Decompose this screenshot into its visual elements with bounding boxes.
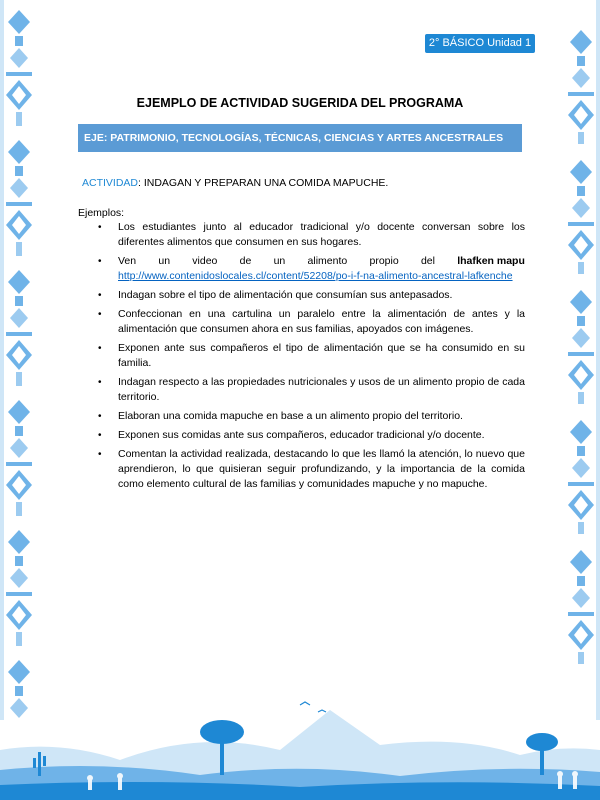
- list-item-text: Exponen sus comidas ante sus compañeros, educador tradicional y/o docente.: [118, 429, 485, 441]
- territory-name: lhafken mapu: [457, 255, 525, 267]
- list-item: [78, 428, 525, 443]
- list-item-text: Elaboran una comida mapuche en base a un alimento propio del territorio.: [118, 410, 463, 422]
- activity-line: [82, 177, 388, 189]
- list-item: [78, 447, 525, 492]
- list-item: [78, 220, 525, 250]
- document-title: EJEMPLO DE ACTIVIDAD SUGERIDA DEL PROGRAMA: [136, 96, 464, 110]
- list-item-text: Confeccionan en una cartulina un paralelo entre la alimentación de antes y la alimentación que consumen ahora en sus familias, apoyados con imágenes.: [118, 308, 525, 335]
- list-item-text: Los estudiantes junto al educador tradicional y/o docente conversan sobre los diferentes alimentos que consumen en sus hogares.: [118, 221, 525, 248]
- word: del: [420, 255, 435, 267]
- bullet-icon: •: [98, 256, 102, 267]
- bullet-icon: •: [98, 290, 102, 301]
- list-item-text: Indagan respecto a las propiedades nutricionales y usos de un alimento propio de cada territorio.: [118, 376, 525, 403]
- list-item: [78, 254, 525, 284]
- word: video: [192, 255, 218, 267]
- bullet-icon: •: [98, 343, 102, 354]
- examples-list: [78, 220, 525, 496]
- list-item: [78, 307, 525, 337]
- list-item-text: Comentan la actividad realizada, destacando lo que les llamó la atención, lo nuevo que aprendieron, lo que quisieran seguir profundizando, y la importancia de la comida como elemento cultural de las familias y comunidades mapuche y no mapuche.: [118, 448, 525, 490]
- list-item-text: Exponen ante sus compañeros el tipo de alimentación que se ha consumido en su familia.: [118, 342, 525, 369]
- bullet-icon: •: [98, 411, 102, 422]
- video-link[interactable]: http://www.contenidoslocales.cl/content/52208/po-i-f-na-alimento-ancestral-lafkenche: [118, 270, 513, 282]
- justified-line: [118, 254, 525, 269]
- list-item: [78, 409, 525, 424]
- word: alimento: [307, 255, 348, 267]
- activity-text: : INDAGAN Y PREPARAN UNA COMIDA MAPUCHE.: [138, 177, 389, 189]
- grade-unit-badge: 2° BÁSICO Unidad 1: [425, 34, 535, 53]
- activity-label: ACTIVIDAD: [82, 177, 139, 189]
- bullet-icon: •: [98, 309, 102, 320]
- word: un: [158, 255, 171, 267]
- bullet-icon: •: [98, 377, 102, 388]
- list-item: [78, 341, 525, 371]
- axis-heading-bar: EJE: PATRIMONIO, TECNOLOGÍAS, TÉCNICAS, CIENCIAS Y ARTES ANCESTRALES: [78, 124, 522, 152]
- bullet-icon: •: [98, 222, 102, 233]
- word: Ven: [118, 255, 137, 267]
- bullet-icon: •: [98, 449, 102, 460]
- landscape-footer-illustration: [0, 690, 600, 800]
- list-item: [78, 375, 525, 405]
- list-item: [78, 288, 525, 303]
- word: un: [273, 255, 286, 267]
- list-item-text: Indagan sobre el tipo de alimentación que consumían sus antepasados.: [118, 289, 453, 301]
- word: propio: [369, 255, 399, 267]
- bullet-icon: •: [98, 430, 102, 441]
- examples-label: Ejemplos:: [78, 207, 125, 219]
- word: de: [239, 255, 252, 267]
